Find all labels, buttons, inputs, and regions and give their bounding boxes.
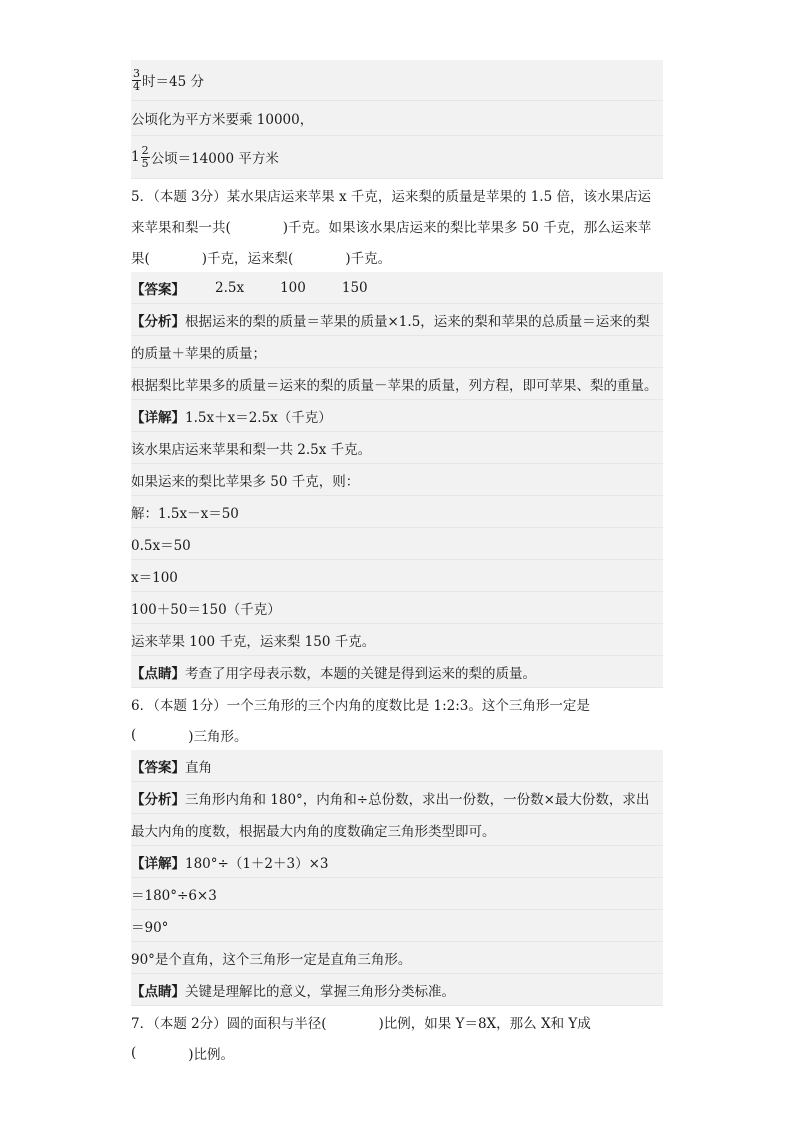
q6-answer-line: 【答案】 直角	[131, 750, 663, 782]
q5-analysis-line-1: 【分析】 根据运来的梨的质量＝苹果的质量×1.5，运来的梨和苹果的总质量＝运来的梨	[131, 304, 663, 336]
q5-detail-line-7: 100＋50＝150（千克）	[131, 592, 663, 624]
q6-detail-line-3: ＝90°	[131, 910, 663, 942]
line-mixed-fraction-hectare: 1 $\frac{2}{5}$ 公顷＝14000 平方米	[131, 136, 663, 179]
line-hectare-conversion: 公顷化为平方米要乘 10000，	[131, 101, 663, 136]
q5-answer-line: 【答案】 2.5x 100 150	[131, 272, 663, 304]
document-content	[131, 60, 663, 1068]
q5-detail-line-2: 该水果店运来苹果和梨一共 2.5x 千克。	[131, 432, 663, 464]
q6-detail-line-2: ＝180°÷6×3	[131, 878, 663, 910]
q5-detail-line-5: 0.5x＝50	[131, 528, 663, 560]
q5-comment-line: 【点睛】 考查了用字母表示数，本题的关键是得到运来的梨的质量。	[131, 656, 663, 688]
line-fraction-hours: $\frac{3}{4}$ 时＝45 分	[131, 60, 663, 101]
q6-detail-line-4: 90°是个直角，这个三角形一定是直角三角形。	[131, 942, 663, 974]
q6-analysis-line-2: 最大内角的度数，根据最大内角的度数确定三角形类型即可。	[131, 814, 663, 846]
fraction-3-4: $\frac{3}{4}$	[133, 66, 140, 93]
q5-stem-line-2: 来苹果和梨一共( )千克。如果该水果店运来的梨比苹果多 50 千克，那么运来苹	[131, 219, 652, 236]
q5-stem-line-1: 5．（本题 3分）某水果店运来苹果 x 千克，运来梨的质量是苹果的 1.5 倍，该水果店运	[131, 188, 651, 205]
q5-stem-line-3: 果( )千克，运来梨( )千克。	[131, 250, 392, 267]
q5-detail-line-4: 解：1.5x－x＝50	[131, 496, 663, 528]
q6-detail-line-1: 【详解】 180°÷（1＋2＋3）×3	[131, 846, 663, 878]
q7-stem-line-1: 7．（本题 2分）圆的面积与半径( )比例，如果 Y＝8X，那么 X和 Y成	[131, 1015, 591, 1032]
q5-analysis-line-2: 的质量＋苹果的质量；	[131, 336, 663, 368]
q5-detail-line-3: 如果运来的梨比苹果多 50 千克，则：	[131, 464, 663, 496]
fraction-2-5: $\frac{2}{5}$	[141, 143, 149, 170]
q5-analysis-line-3: 根据梨比苹果多的质量＝运来的梨的质量－苹果的质量，列方程，即可苹果、梨的重量。	[131, 368, 663, 400]
q6-stem-line-2: ( )三角形。	[131, 726, 248, 745]
q5-detail-line-1: 【详解】 1.5x＋x＝2.5x（千克）	[131, 400, 663, 432]
q6-analysis-line-1: 【分析】 三角形内角和 180°，内角和÷总份数，求出一份数，一份数×最大份数，求出	[131, 782, 663, 814]
q5-detail-line-8: 运来苹果 100 千克，运来梨 150 千克。	[131, 624, 663, 656]
q7-stem-line-2: ( )比例。	[131, 1044, 235, 1063]
q6-comment-line: 【点睛】 关键是理解比的意义，掌握三角形分类标准。	[131, 974, 663, 1006]
q6-stem-line-1: 6．（本题 1分）一个三角形的三个内角的度数比是 1:2:3。这个三角形一定是	[131, 697, 590, 714]
q5-detail-line-6: x＝100	[131, 560, 663, 592]
